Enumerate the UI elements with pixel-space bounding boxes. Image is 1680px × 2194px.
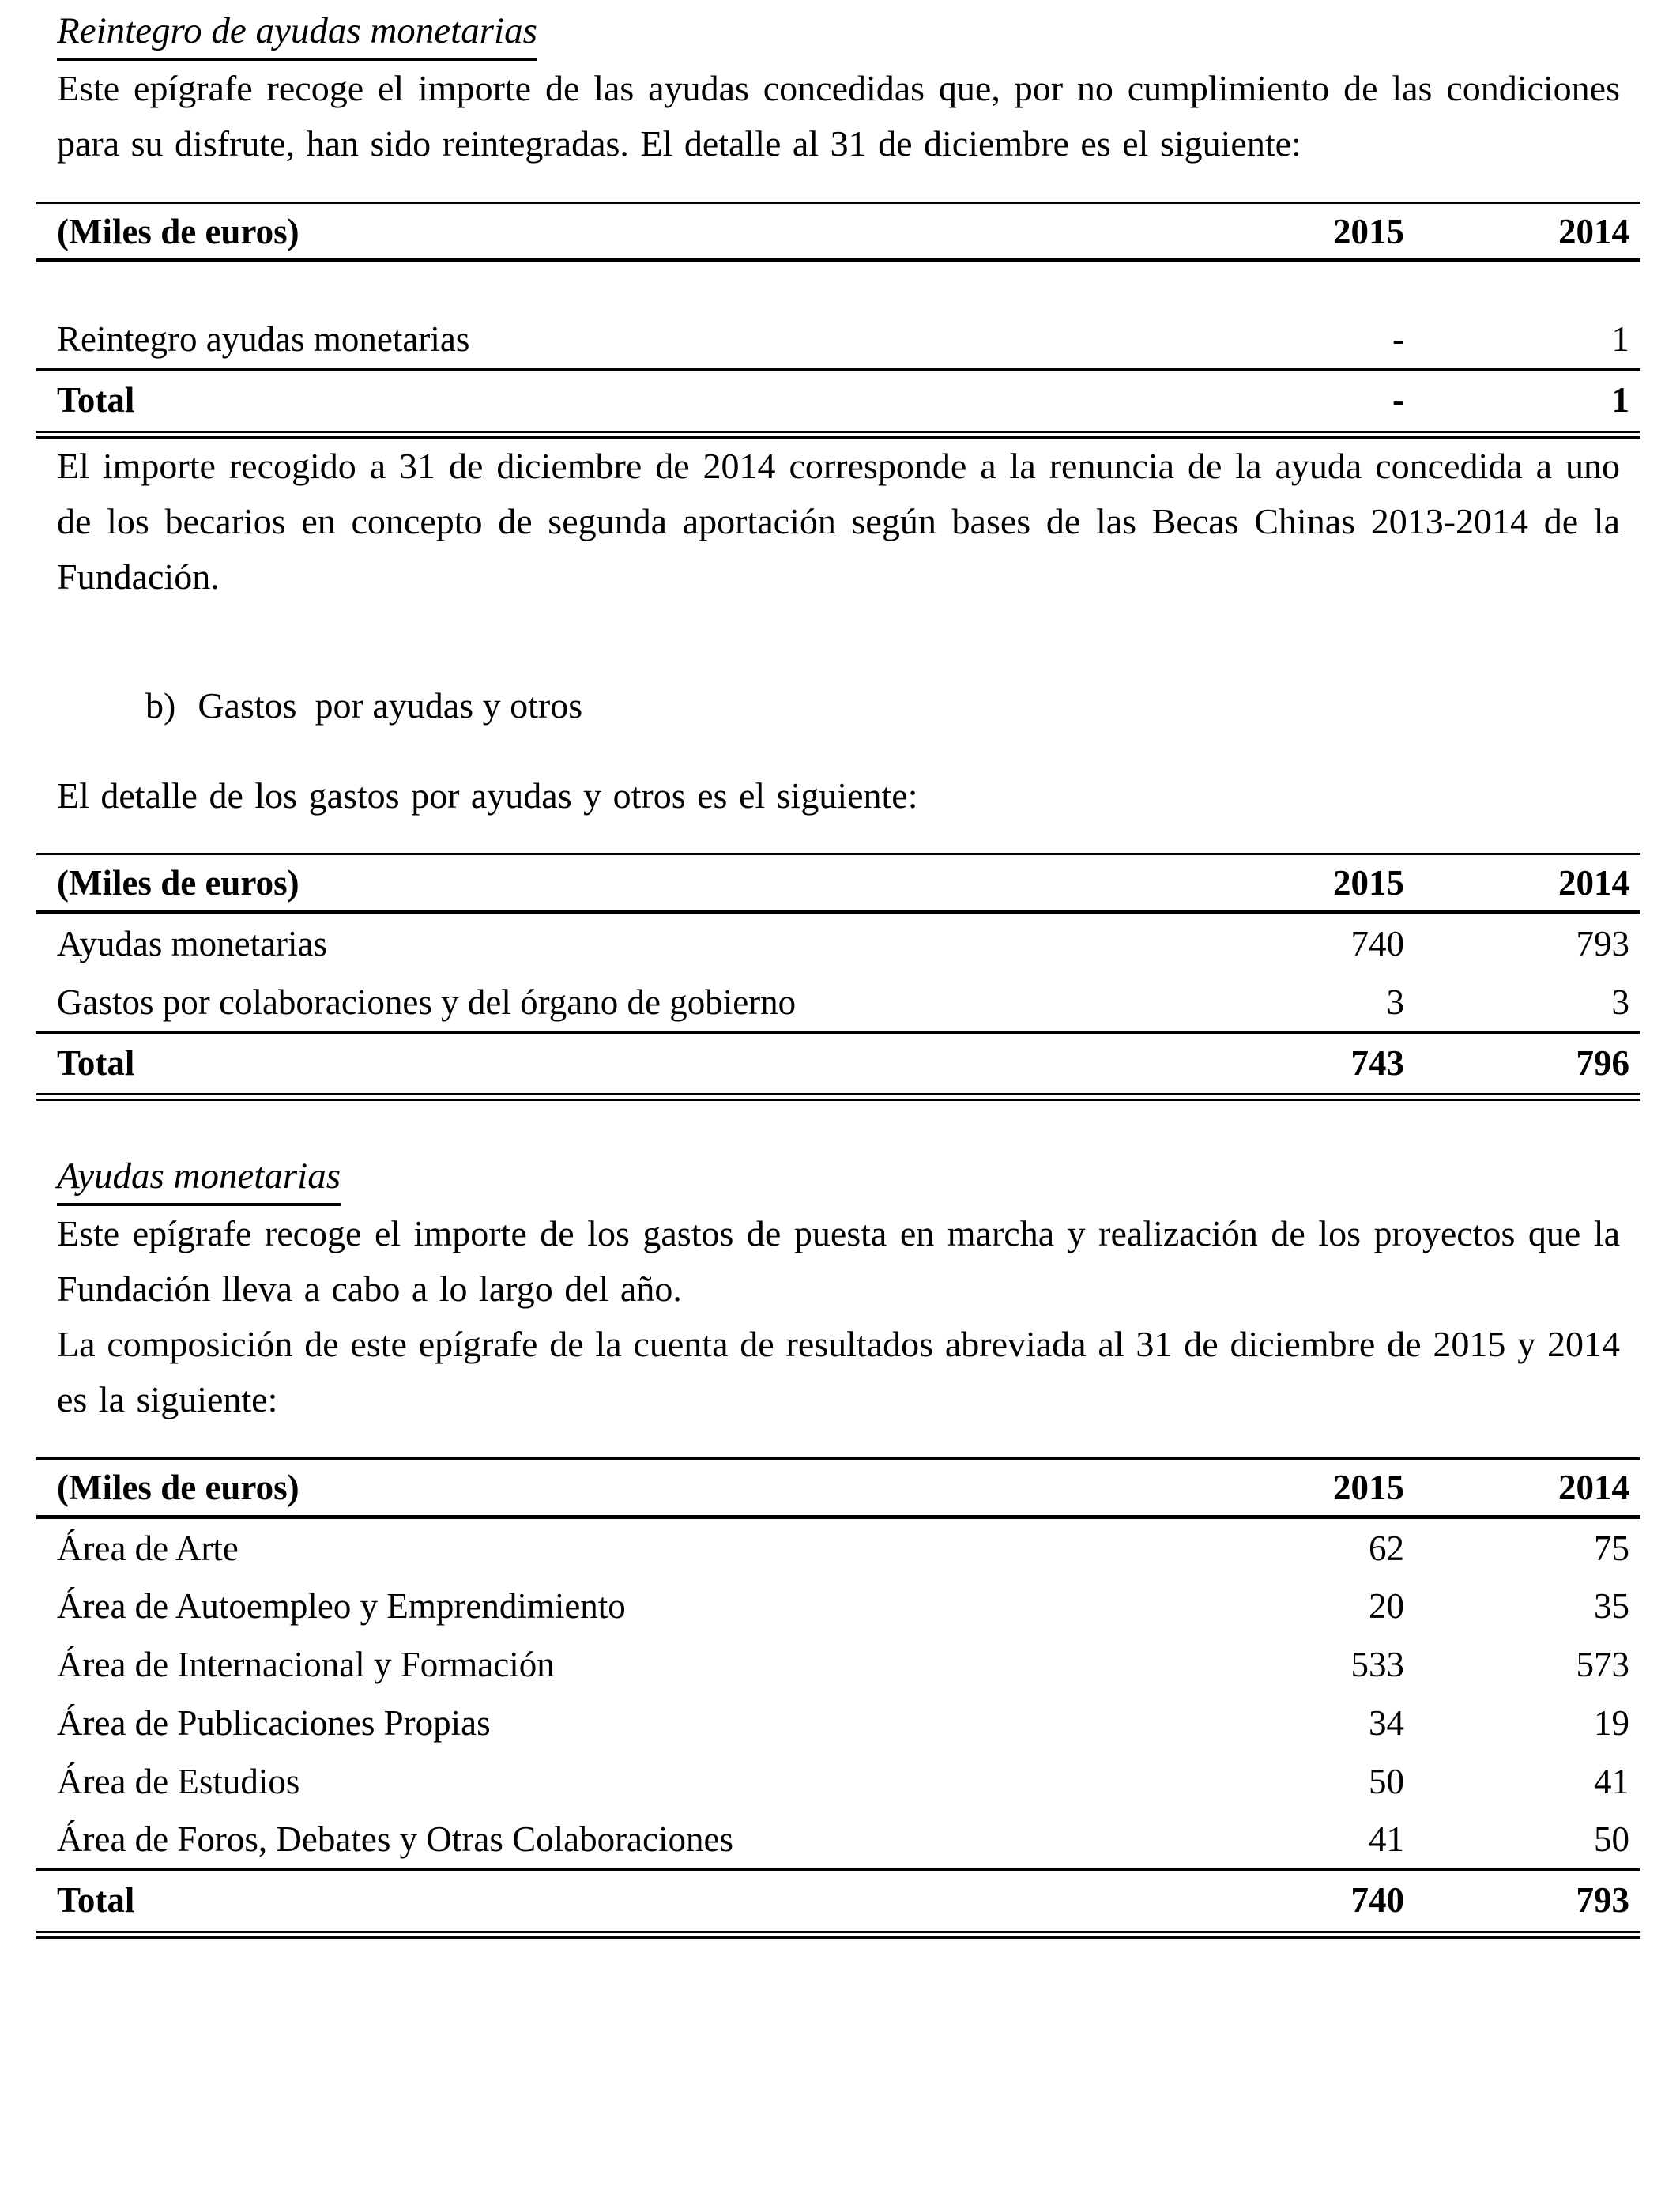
table-row — [36, 1752, 1640, 1811]
unit-label: (Miles de euros) — [36, 1458, 1190, 1517]
table-row — [36, 913, 1640, 973]
value-2015: 62 — [1369, 1528, 1404, 1568]
value-2015: 3 — [1386, 982, 1404, 1022]
year-column-2014: 2014 — [1415, 202, 1640, 261]
section-heading-ayudas: Ayudas monetarias — [57, 1153, 341, 1206]
table-row — [36, 1635, 1640, 1694]
table-row — [36, 1517, 1640, 1577]
value-2015: 50 — [1369, 1761, 1404, 1801]
year-column-2015: 2015 — [1190, 854, 1415, 913]
row-label: Área de Autoempleo y Emprendimiento — [57, 1586, 626, 1627]
row-label: Gastos por colaboraciones y del órgano de gobierno — [57, 982, 797, 1022]
value-2015: 20 — [1369, 1586, 1404, 1627]
total-label: Total — [36, 1032, 1190, 1097]
section-heading-reintegro: Reintegro de ayudas monetarias — [57, 8, 537, 61]
value-2014: 793 — [1576, 924, 1629, 964]
subsection-heading-gastos — [109, 643, 1620, 768]
total-2014: 793 — [1415, 1870, 1640, 1935]
row-label: Área de Arte — [57, 1528, 239, 1568]
row-label: Área de Internacional y Formación — [57, 1645, 555, 1685]
year-column-2014: 2014 — [1415, 1458, 1640, 1517]
year-column-2015: 2015 — [1190, 202, 1415, 261]
paragraph-gastos-intro: El detalle de los gastos por ayudas y otros es el siguiente: — [57, 775, 918, 816]
table-header-row — [36, 854, 1640, 913]
row-label: Área de Publicaciones Propias — [57, 1702, 491, 1743]
list-marker: b) — [145, 684, 176, 726]
total-2014: 796 — [1415, 1032, 1640, 1097]
total-label: Total — [36, 370, 1190, 435]
row-label: Ayudas monetarias — [57, 924, 328, 964]
value-2015: 41 — [1369, 1819, 1404, 1860]
paragraph-ayudas-intro2: La composición de este epígrafe de la cuenta de resultados abreviada al 31 de diciembre de 2015 y 2014 es la siguiente: — [57, 1324, 1620, 1419]
total-row — [36, 370, 1640, 435]
value-2014: 50 — [1594, 1819, 1629, 1860]
value-2014: 3 — [1611, 982, 1629, 1022]
table-gastos — [36, 853, 1640, 1101]
total-2014: 1 — [1415, 370, 1640, 435]
total-2015: 740 — [1190, 1870, 1415, 1935]
value-2014: 75 — [1594, 1528, 1629, 1568]
table-header-row — [36, 202, 1640, 261]
value-2015: 740 — [1350, 924, 1404, 964]
total-2015: 743 — [1190, 1032, 1415, 1097]
table-row — [36, 1694, 1640, 1752]
value-2014: 1 — [1611, 319, 1629, 360]
total-row — [36, 1032, 1640, 1097]
subsection-label: Gastos por ayudas y otros — [198, 684, 583, 726]
value-2015: 533 — [1350, 1645, 1404, 1685]
value-2014: 35 — [1594, 1586, 1629, 1627]
value-2015: 34 — [1369, 1702, 1404, 1743]
value-2015: - — [1392, 319, 1404, 360]
total-2015: - — [1190, 370, 1415, 435]
table-row — [36, 1810, 1640, 1869]
paragraph-ayudas-intro1: Este epígrafe recoge el importe de los gastos de puesta en marcha y realización de los proyectos que la Fundación lleva a cabo a lo largo del año. — [57, 1213, 1620, 1310]
row-label: Área de Foros, Debates y Otras Colaboraciones — [57, 1819, 733, 1860]
paragraph-reintegro-after: El importe recogido a 31 de diciembre de 2014 corresponde a la renuncia de la ayuda concedida a uno de los becarios en concepto de segunda aportación según bases de las Becas Chinas 2013-2014 de la Fundación. — [57, 445, 1620, 597]
row-label: Reintegro ayudas monetarias — [57, 319, 470, 360]
year-column-2014: 2014 — [1415, 854, 1640, 913]
value-2014: 41 — [1594, 1761, 1629, 1801]
total-label: Total — [36, 1870, 1190, 1935]
spacer-row — [36, 261, 1640, 311]
table-row — [36, 310, 1640, 369]
table-areas — [36, 1457, 1640, 1939]
table-row — [36, 973, 1640, 1032]
table-row — [36, 1577, 1640, 1635]
unit-label: (Miles de euros) — [36, 854, 1190, 913]
table-header-row — [36, 1458, 1640, 1517]
table-reintegro — [36, 202, 1640, 439]
value-2014: 19 — [1594, 1702, 1629, 1743]
paragraph-reintegro-intro: Este epígrafe recoge el importe de las ayudas concedidas que, por no cumplimiento de las condiciones para su disfrute, han sido reintegradas. El detalle al 31 de diciembre es el siguiente: — [57, 67, 1620, 164]
total-row — [36, 1870, 1640, 1935]
value-2014: 573 — [1576, 1645, 1629, 1685]
year-column-2015: 2015 — [1190, 1458, 1415, 1517]
unit-label: (Miles de euros) — [36, 202, 1190, 261]
row-label: Área de Estudios — [57, 1761, 300, 1801]
